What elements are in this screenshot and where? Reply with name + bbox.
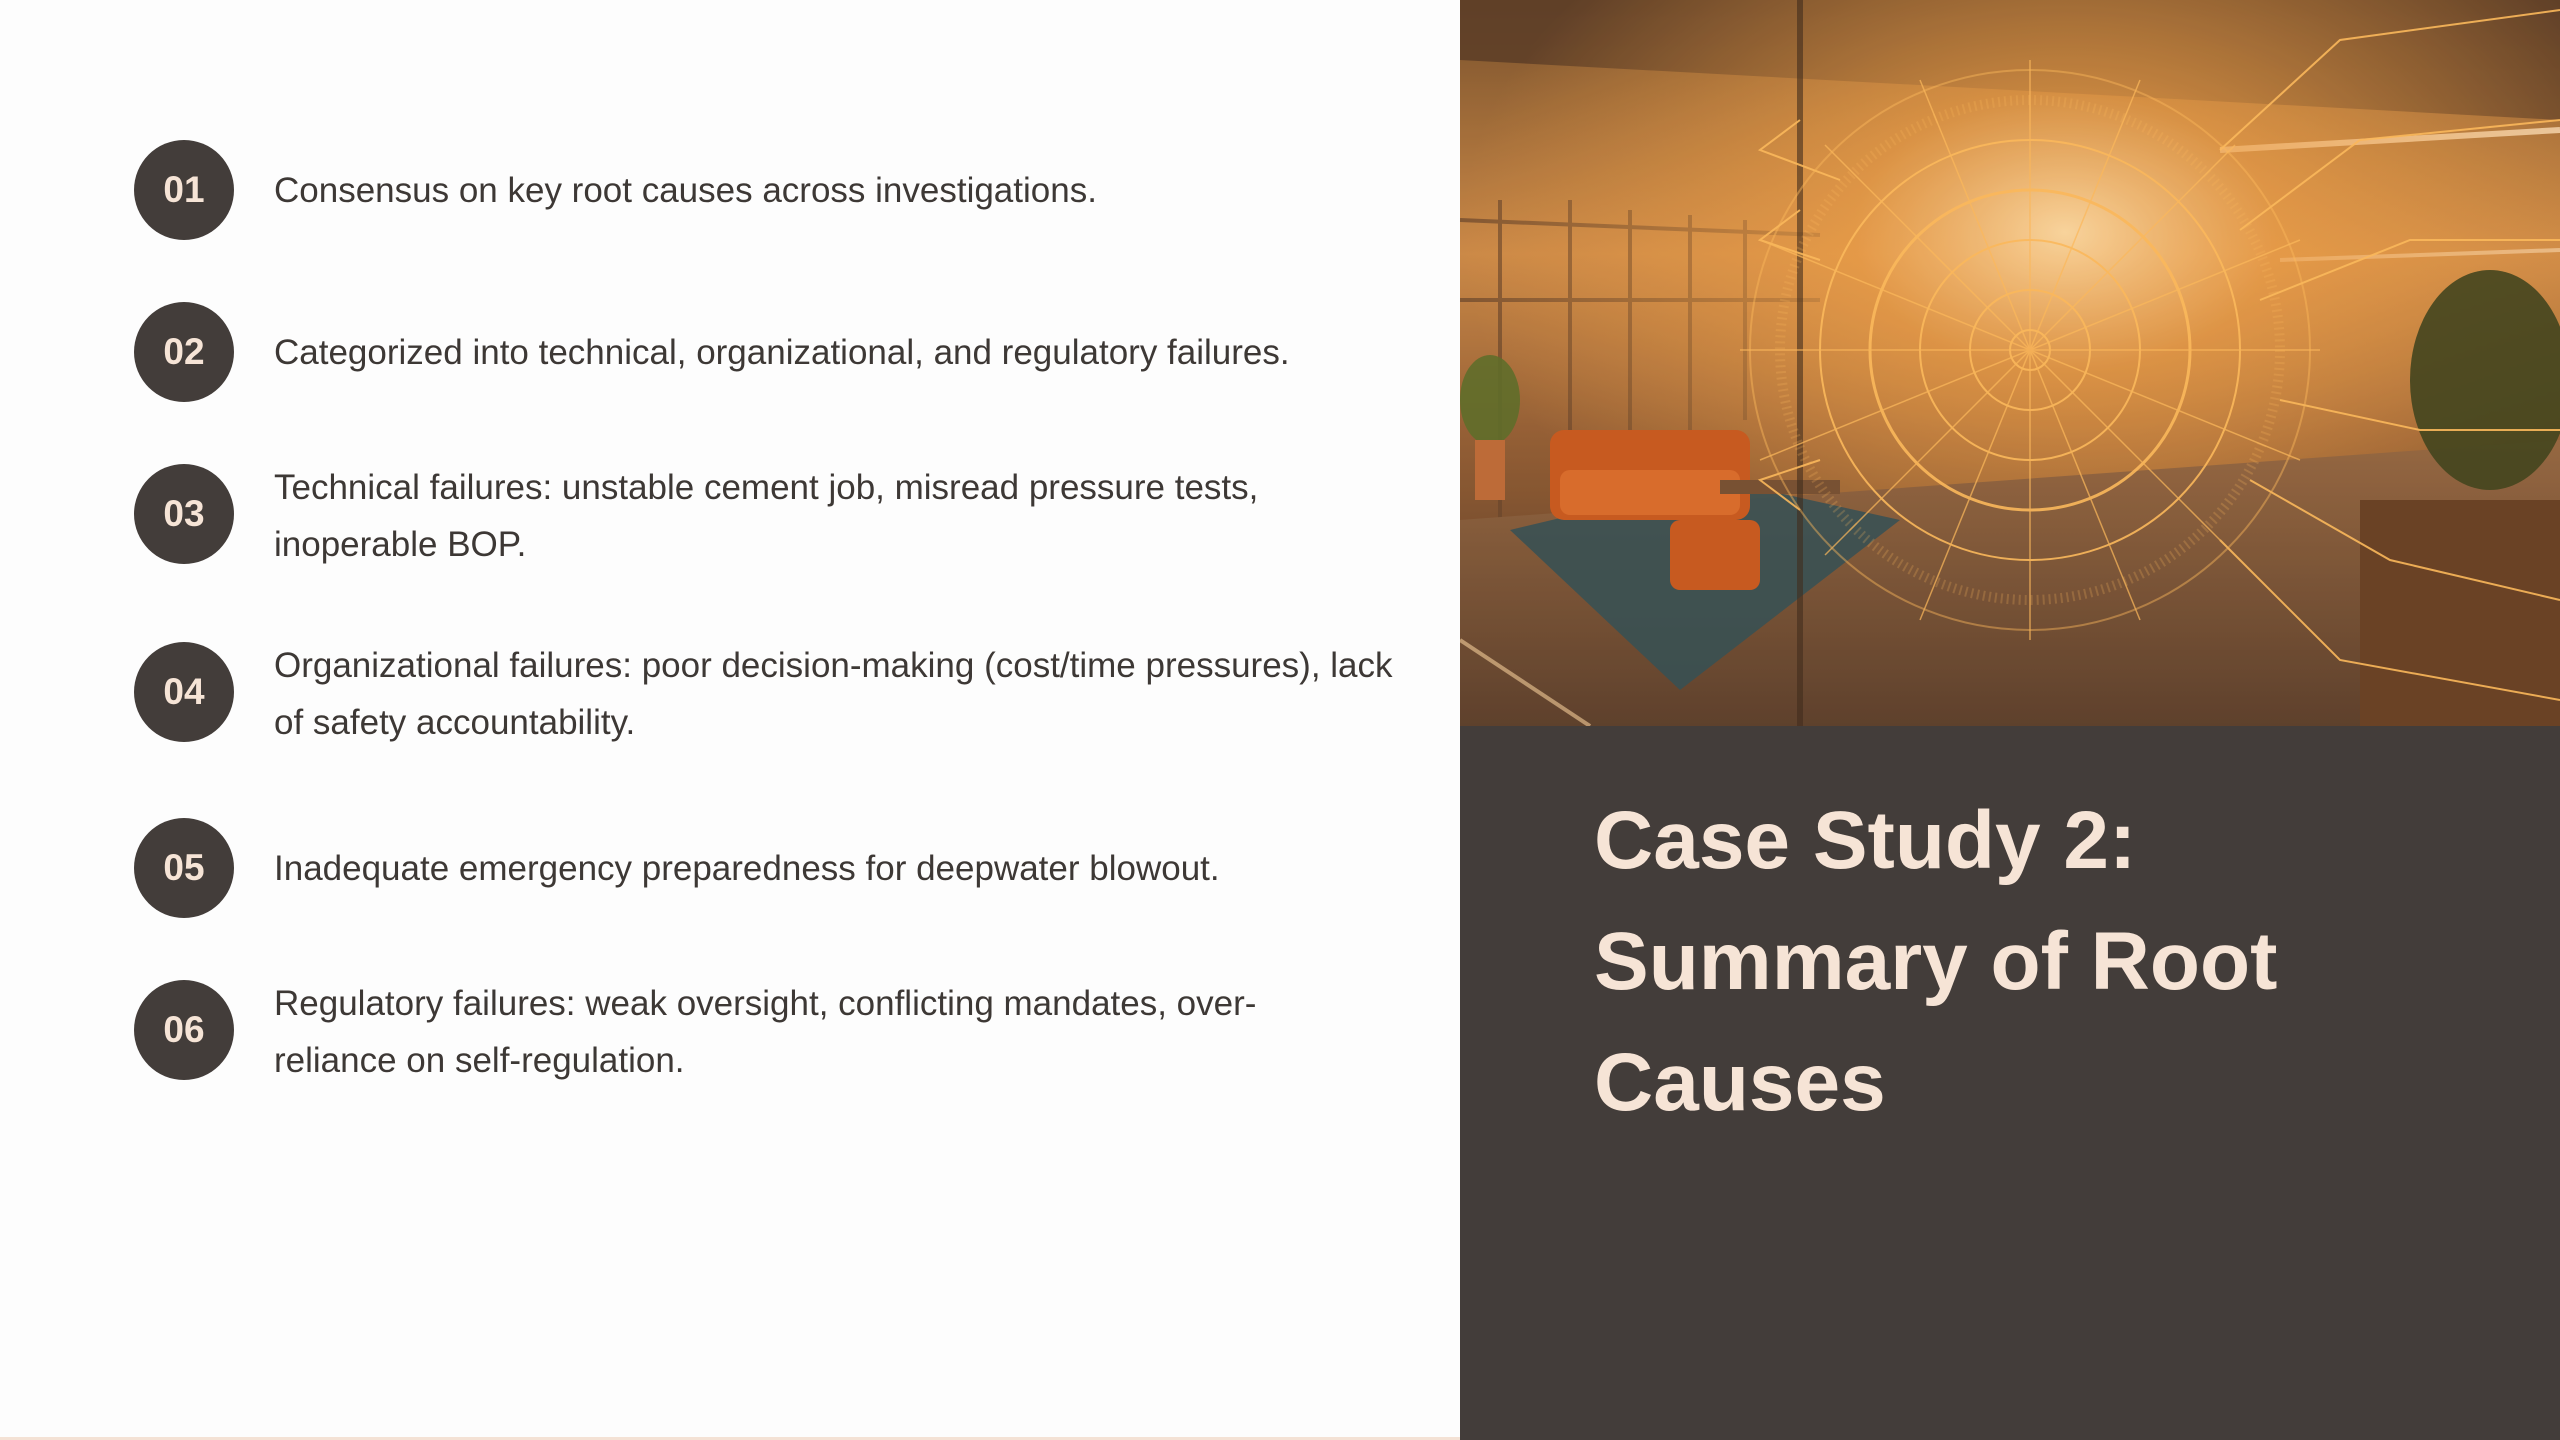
slide-title: Case Study 2: Summary of Root Causes <box>1594 795 2278 1128</box>
list-item-text: Categorized into technical, organizational, and regulatory failures. <box>274 333 1290 372</box>
title-panel <box>1460 0 2560 1440</box>
number-badge: 06 <box>134 980 234 1080</box>
list-item-text: Inadequate emergency preparedness for deepwater blowout. <box>274 849 1220 888</box>
number-badge: 05 <box>134 818 234 918</box>
number-badge: 03 <box>134 464 234 564</box>
list-item-text: Consensus on key root causes across investigations. <box>274 171 1097 210</box>
office-hologram-photo <box>1460 0 2560 726</box>
number-badge: 01 <box>134 140 234 240</box>
number-badge: 02 <box>134 302 234 402</box>
list-item-text: Regulatory failures: weak oversight, conflicting mandates, over-reliance on self-regulation. <box>274 984 1257 1080</box>
number-badge: 04 <box>134 642 234 742</box>
list-item-text: Technical failures: unstable cement job, misread pressure tests, inoperable BOP. <box>274 468 1259 564</box>
list-item-text: Organizational failures: poor decision-making (cost/time pressures), lack of safety accountability. <box>274 646 1393 742</box>
